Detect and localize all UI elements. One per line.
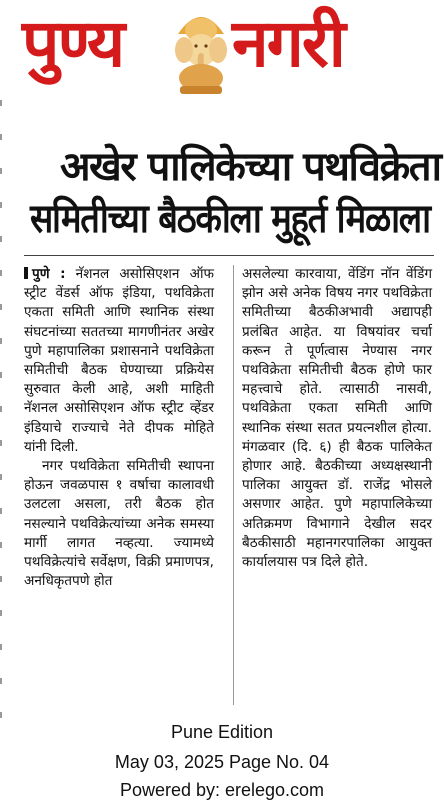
powered-by-label: Powered by: erelego.com <box>119 780 325 800</box>
article-paragraph <box>24 265 214 457</box>
edition-label: Pune Edition <box>170 722 274 742</box>
column-divider <box>233 265 234 705</box>
headline-line-2: समितीच्या बैठकीला मुहूर्त मिळाला <box>30 196 430 242</box>
logo-text-right: नगरी <box>232 4 344 82</box>
article-paragraph: असलेल्या कारवाया, वेंडिंग नॉन वेंडिंग झोन असे अनेक विषय नगर पथविक्रेता समितीच्या बैठकीअभावी अद्यापही प्रलंबित आहेत. या विषयांवर चर्चा करून ते पूर्णत्वास नेण्यास नगर पथविक्रेता समितीची बैठक होणे फार महत्त्वाचे होते. त्यासाठी नासवी, पथविक्रेता एकता समिती आणि स्थानिक संस्था सतत प्रयत्नशील होत्या. मंगळवार (दि. ६) ही बैठक पालिकेत होणार आहे. बैठकीच्या अध्यक्षस्थानी पालिका आयुक्त डॉ. राजेंद्र भोसले असणार आहेत. पुणे महापालिकेच्या अतिक्रमण विभागाने देखील सदर बैठकीसाठी महानगरपालिका आयुक्त कार्यालयास पत्र दिले होते. <box>242 266 432 571</box>
date-page-label: May 03, 2025 Page No. 04 <box>114 752 330 772</box>
dateline: पुणे : <box>32 266 66 282</box>
page-edge-rule <box>0 100 2 720</box>
headline-line-1: अखेर पालिकेच्या पथविक्रेता <box>60 144 441 190</box>
article-column-left <box>24 265 214 591</box>
ganesha-logo-icon <box>172 4 230 96</box>
masthead <box>0 0 444 108</box>
headline-divider <box>24 255 434 256</box>
logo-text-left: पुण्य <box>22 4 124 82</box>
paragraph-marker <box>24 267 28 279</box>
article-column-right <box>242 265 432 572</box>
article-text: नॅशनल असोसिएशन ऑफ स्ट्रीट वेंडर्स ऑफ इंडिया, पथविक्रेता एकता समिती आणि स्थानिक संस्था संघटनांच्या सततच्या मागणीनंतर अखेर पुणे महापालिका प्रशासनाने पथविक्रेता समितीची बैठक घेण्याच्या प्रक्रियेस सुरुवात केली आहे, अशी माहिती नॅशनल असोसिएशन ऑफ स्ट्रीट व्हेंडर इंडियाचे राज्याचे नेते दीपक मोहिते यांनी दिली. <box>24 266 214 455</box>
article-paragraph: नगर पथविक्रेता समितीची स्थापना होऊन जवळपास १ वर्षाचा कालावधी उलटला असला, तरी बैठक होत नसल्याने पथविक्रेत्यांच्या अनेक समस्या मार्गी लागत नव्हत्या. ज्यामध्ये पथविक्रेत्यांचे सर्वेक्षण, विक्री प्रमाणपत्र, अनधिकृतपणे होत <box>24 458 214 590</box>
